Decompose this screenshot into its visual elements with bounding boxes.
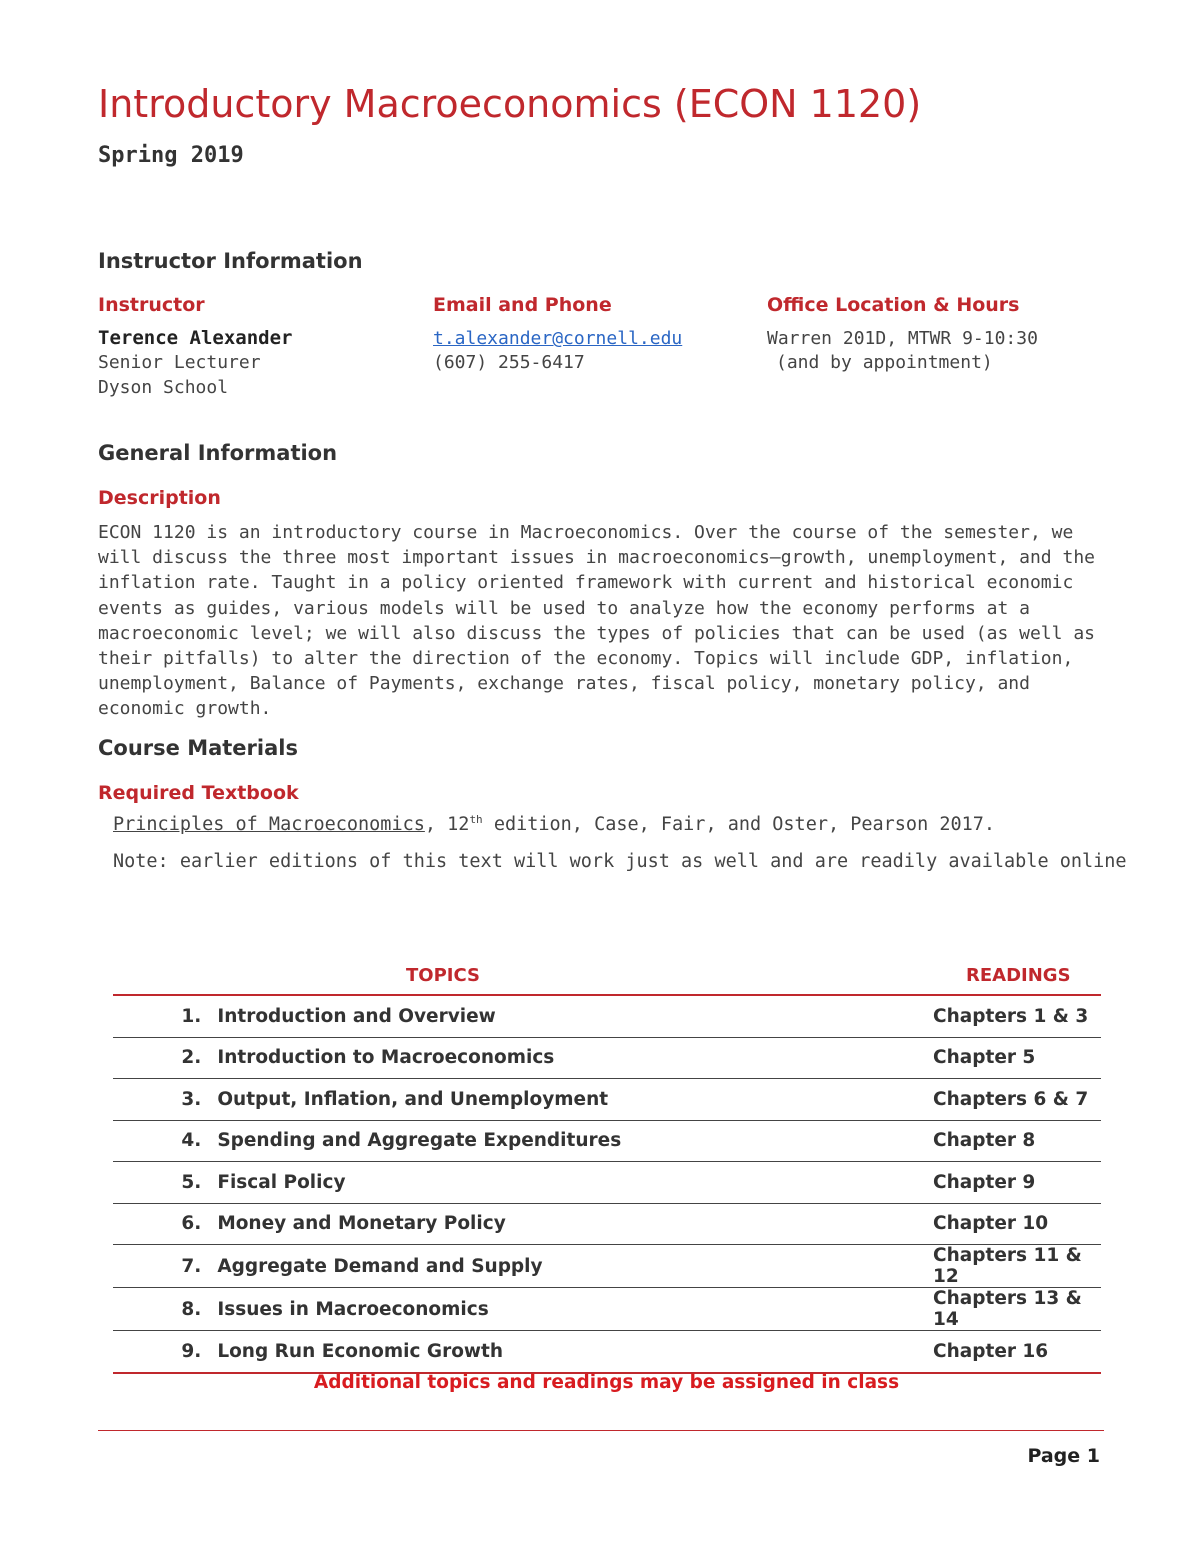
table-row [113, 1203, 1101, 1245]
textbook-label: Required Textbook [98, 782, 299, 804]
textbook-title: Principles of Macroeconomics [113, 814, 425, 835]
table-row [113, 1120, 1101, 1162]
phone-number: (607) 255-6417 [433, 352, 585, 373]
topics-table [113, 956, 1101, 1374]
course-description: ECON 1120 is an introductory course in Macroeconomics. Over the course of the semester, we will discuss the three most important issues in macroeconomics—growth, unemployment, and the inflation rate. Taught in a policy oriented framework with current and historical economic events as guides, various models will be used to analyze how the economy performs at a macroeconomic level; we will also discuss the types of policies that can be used (as well as their pitfalls) to alter the direction of the economy. Topics will include GDP, inflation, unemployment, Balance of Payments, exchange rates, fiscal policy, monetary policy, and economic growth. [98, 522, 1095, 720]
description-label: Description [98, 487, 221, 509]
table-row [113, 1331, 1101, 1373]
topic-name: Output, Inflation, and Unemployment [217, 1079, 933, 1121]
topic-reading: Chapters 11 & 12 [933, 1245, 1101, 1288]
topic-reading: Chapters 1 & 3 [933, 995, 1101, 1037]
footer-divider [98, 1430, 1104, 1431]
textbook-citation: Principles of Macroeconomics, 12th edition, Case, Fair, and Oster, Pearson 2017. [113, 812, 996, 835]
topics-header: TOPICS [113, 956, 933, 995]
readings-header: READINGS [933, 956, 1101, 995]
general-info-heading: General Information [98, 441, 338, 465]
document-title: Introductory Macroeconomics (ECON 1120) [98, 82, 922, 126]
topic-number: 2. [113, 1037, 217, 1079]
topic-number: 7. [113, 1245, 217, 1288]
topic-reading: Chapter 5 [933, 1037, 1101, 1079]
topic-reading: Chapter 16 [933, 1331, 1101, 1373]
instructor-info-heading: Instructor Information [98, 249, 363, 273]
topic-name: Spending and Aggregate Expenditures [217, 1120, 933, 1162]
table-row [113, 995, 1101, 1037]
office-label: Office Location & Hours [767, 294, 1020, 316]
page-number: Page 1 [1027, 1445, 1100, 1467]
office-note: (and by appointment) [776, 352, 993, 373]
topic-name: Fiscal Policy [217, 1162, 933, 1204]
topic-reading: Chapter 8 [933, 1120, 1101, 1162]
office-location: Warren 201D, MTWR 9-10:30 [767, 328, 1038, 349]
topic-reading: Chapters 6 & 7 [933, 1079, 1101, 1121]
table-row [113, 1162, 1101, 1204]
topic-number: 6. [113, 1203, 217, 1245]
textbook-edition-number: 12 [447, 814, 470, 835]
topic-number: 5. [113, 1162, 217, 1204]
topic-number: 8. [113, 1288, 217, 1331]
topic-name: Long Run Economic Growth [217, 1331, 933, 1373]
instructor-label: Instructor [98, 294, 205, 316]
textbook-note: Note: earlier editions of this text will work just as well and are readily available online [113, 851, 1127, 872]
instructor-school: Dyson School [98, 377, 229, 398]
topic-name: Introduction and Overview [217, 995, 933, 1037]
topic-reading: Chapter 9 [933, 1162, 1101, 1204]
topic-reading: Chapters 13 & 14 [933, 1288, 1101, 1331]
topic-name: Introduction to Macroeconomics [217, 1037, 933, 1079]
table-row [113, 1079, 1101, 1121]
table-row [113, 1037, 1101, 1079]
table-header-row [113, 956, 1101, 995]
topic-name: Money and Monetary Policy [217, 1203, 933, 1245]
table-row [113, 1245, 1101, 1288]
topic-number: 1. [113, 995, 217, 1037]
topic-number: 9. [113, 1331, 217, 1373]
contact-label: Email and Phone [433, 294, 612, 316]
topic-number: 4. [113, 1120, 217, 1162]
term-label: Spring 2019 [98, 143, 244, 168]
textbook-details: edition, Case, Fair, and Oster, Pearson 2017. [482, 814, 996, 835]
topic-number: 3. [113, 1079, 217, 1121]
instructor-title: Senior Lecturer [98, 352, 261, 373]
course-materials-heading: Course Materials [98, 736, 298, 760]
topic-name: Aggregate Demand and Supply [217, 1245, 933, 1288]
topic-reading: Chapter 10 [933, 1203, 1101, 1245]
topic-name: Issues in Macroeconomics [217, 1288, 933, 1331]
instructor-name: Terence Alexander [98, 327, 293, 349]
email-link[interactable]: t.alexander@cornell.edu [433, 328, 683, 349]
textbook-edition-suffix: th [469, 812, 483, 826]
schedule-footnote: Additional topics and readings may be assigned in class [313, 1372, 900, 1393]
table-row [113, 1288, 1101, 1331]
